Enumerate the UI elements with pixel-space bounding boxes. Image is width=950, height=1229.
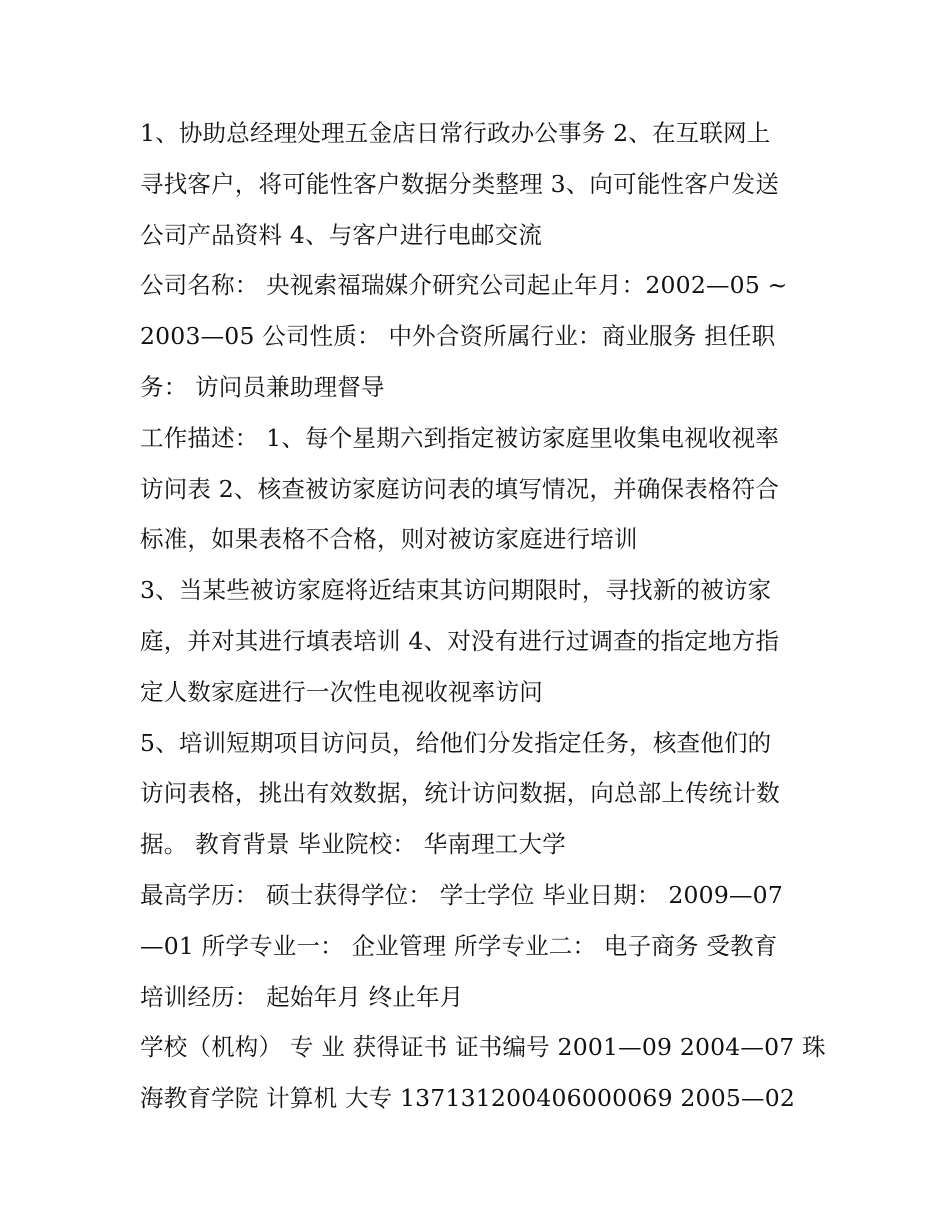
text-line: 工作描述： 1、每个星期六到指定被访家庭里收集电视收视率 (140, 423, 780, 452)
text-line: 培训经历： 起始年月 终止年月 (140, 982, 464, 1011)
text-line: 1、协助总经理处理五金店日常行政办公事务 2、在互联网上 (140, 119, 771, 147)
text-line: 公司产品资料 4、与客户进行电邮交流 (140, 220, 543, 249)
text-line: 5、培训短期项目访问员，给他们分发指定任务，核查他们的 (140, 728, 772, 757)
text-line: 公司名称： 央视索福瑞媒介研究公司起止年月：2002—05 ~ (140, 271, 788, 300)
text-line: —01 所学专业一： 企业管理 所学专业二： 电子商务 受教育 (140, 931, 778, 960)
text-line: 学校（机构） 专 业 获得证书 证书编号 2001—09 2004—07 珠 (140, 1033, 826, 1062)
text-line: 庭，并对其进行填表培训 4、对没有进行过调查的指定地方指 (140, 626, 780, 655)
resume-text-block (140, 108, 826, 1124)
text-line: 访问表格，挑出有效数据，统计访问数据，向总部上传统计数 (140, 779, 780, 808)
text-line: 海教育学院 计算机 大专 137131200406000069 2005—02 (140, 1084, 796, 1113)
text-line: 3、当某些被访家庭将近结束其访问期限时，寻找新的被访家 (140, 576, 772, 605)
text-line: 寻找客户，将可能性客户数据分类整理 3、向可能性客户发送 (140, 169, 780, 198)
text-line: 据。 教育背景 毕业院校： 华南理工大学 (140, 830, 566, 859)
text-line: 务： 访问员兼助理督导 (140, 372, 385, 401)
text-line: 标准，如果表格不合格，则对被访家庭进行培训 (140, 525, 638, 554)
text-line: 访问表 2、核查被访家庭访问表的填写情况，并确保表格符合 (140, 474, 780, 503)
text-line: 最高学历： 硕士获得学位： 学士学位 毕业日期： 2009—07 (140, 880, 783, 909)
text-line: 2003—05 公司性质： 中外合资所属行业：商业服务 担任职 (140, 322, 776, 351)
text-line: 定人数家庭进行一次性电视收视率访问 (140, 677, 543, 706)
